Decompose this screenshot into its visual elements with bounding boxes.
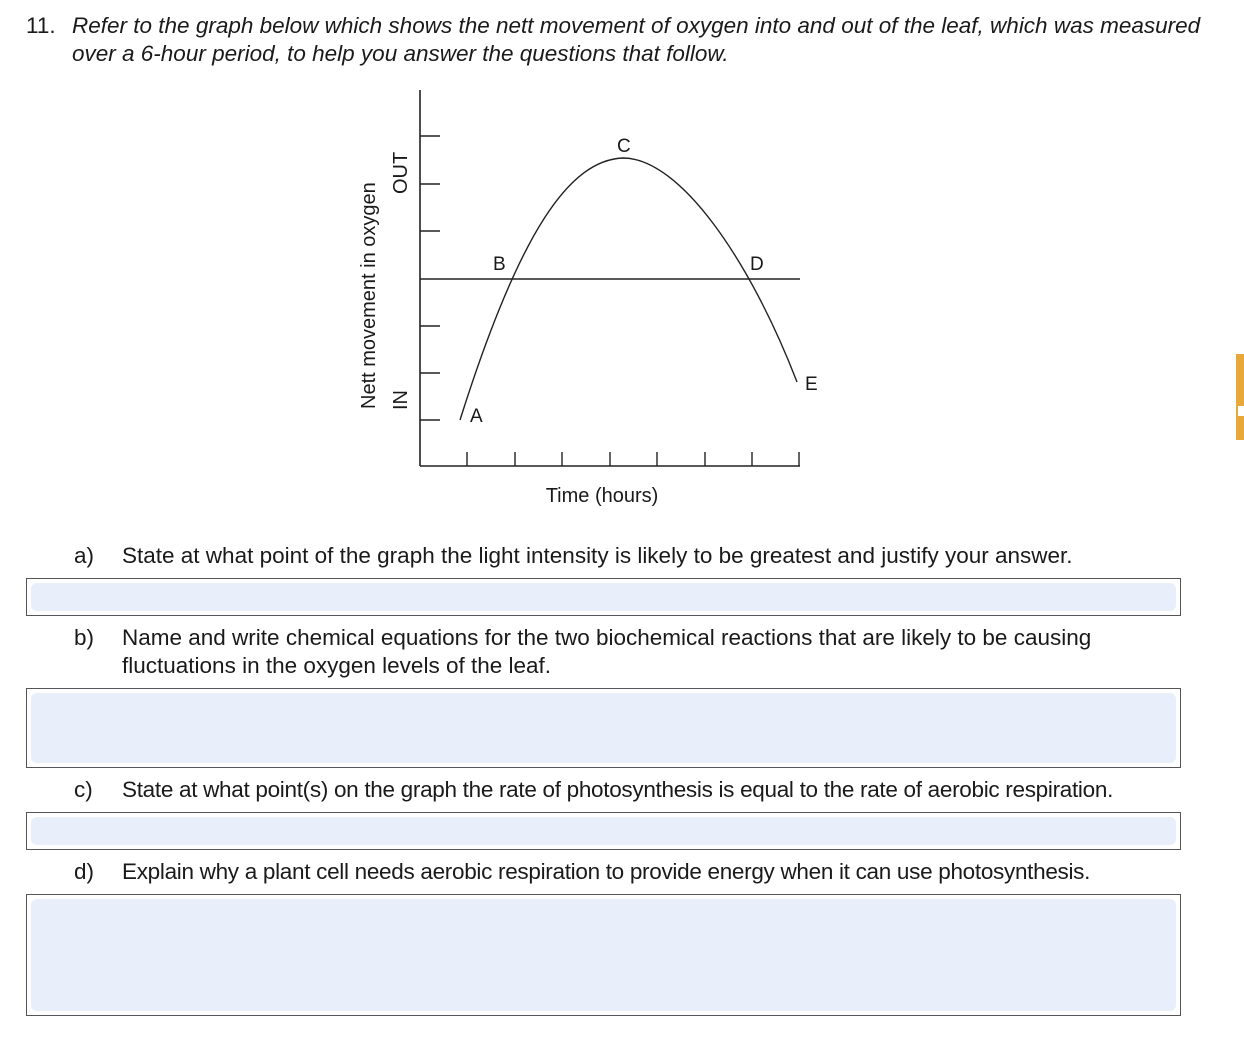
point-a-label: A [470,406,483,427]
part-text: Name and write chemical equations for the two biochemical reactions that are likely to be causing fluctuations in the oxygen levels of the leaf. [122,625,1092,678]
part-label: d) [74,859,95,884]
part-text: State at what point of the graph the light intensity is likely to be greatest and justify your answer. [122,543,1073,568]
oxygen-graph [340,80,820,520]
x-axis-label: Time (hours) [545,485,659,507]
x-ticks [467,452,799,466]
answer-field-a[interactable] [31,583,1176,611]
part-text: State at what point(s) on the graph the rate of photosynthesis is equal to the rate of aerobic respiration. [122,777,1114,802]
out-label: OUT [390,151,412,194]
side-tab[interactable] [1236,354,1244,440]
y-axis-label: Nett movement in oxygen [358,182,380,409]
part-label: a) [74,543,95,568]
answer-box-b[interactable] [26,688,1181,768]
answer-field-b[interactable] [31,693,1176,763]
side-tab-mark [1238,406,1244,416]
oxygen-curve [460,158,797,420]
answer-box-c[interactable] [26,812,1181,850]
point-c-label: C [617,136,631,157]
y-ticks [420,136,440,420]
question-intro: Refer to the graph below which shows the nett movement of oxygen into and out of the leaf, which was measured over a 6-hour period, to help you answer the questions that follow. [72,13,1201,66]
in-label: IN [390,390,412,410]
question-number: 11. [26,13,56,38]
point-b-label: B [493,254,506,275]
answer-box-d[interactable] [26,894,1181,1016]
answer-box-a[interactable] [26,578,1181,616]
point-d-label: D [750,254,764,275]
part-text: Explain why a plant cell needs aerobic respiration to provide energy when it can use photosynthesis. [122,859,1091,884]
point-e-label: E [805,374,818,395]
part-label: c) [74,777,93,802]
answer-field-c[interactable] [31,817,1176,845]
part-label: b) [74,625,95,650]
answer-field-d[interactable] [31,899,1176,1011]
